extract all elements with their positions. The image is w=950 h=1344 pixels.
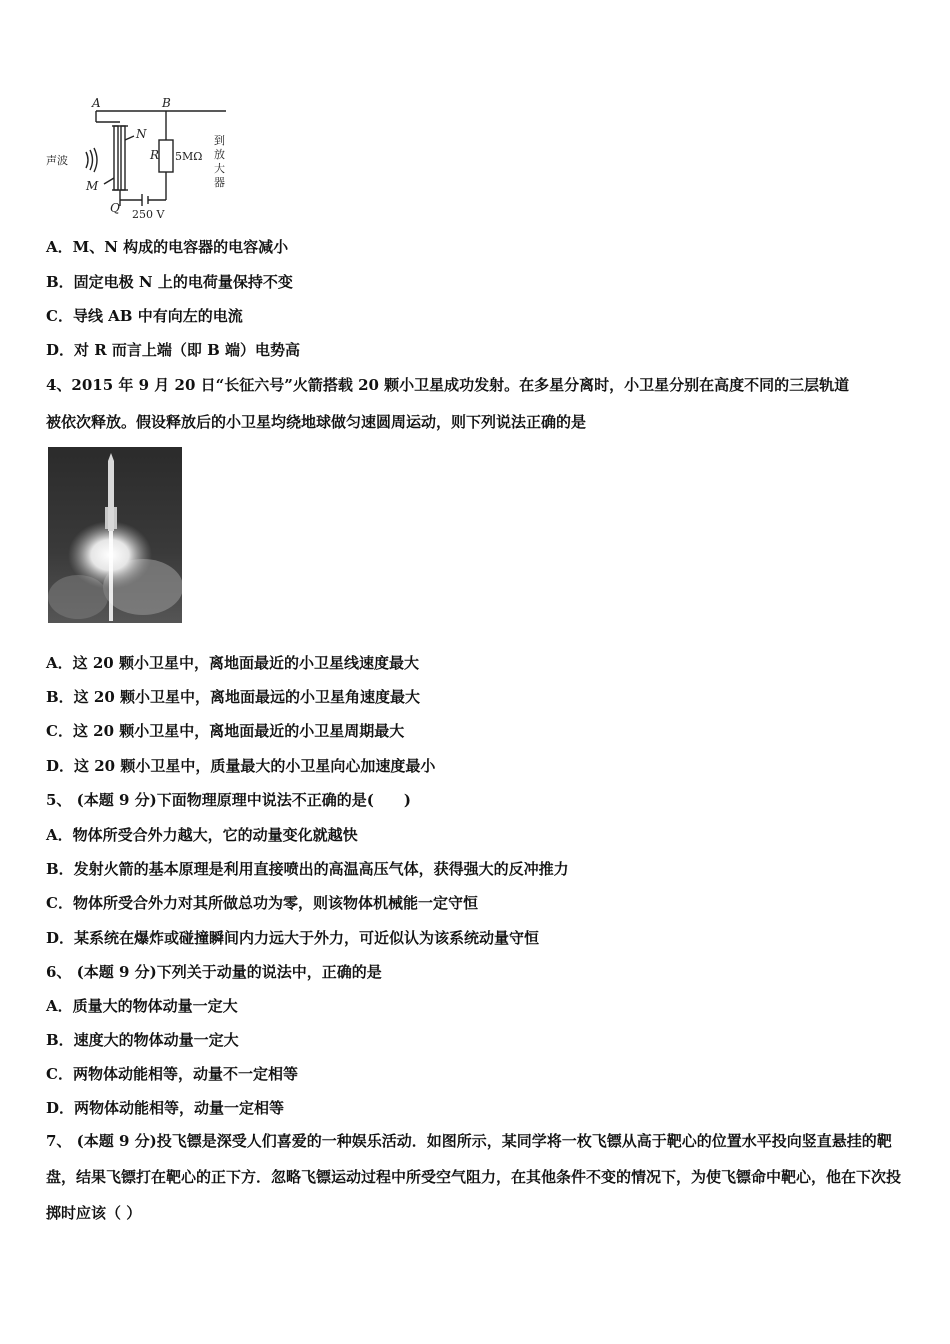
- q3-option-d: D．对 R 而言上端（即 B 端）电势高: [46, 341, 301, 359]
- q5-option-a: A．物体所受合外力越大，它的动量变化就越快: [46, 826, 358, 844]
- amplifier-char-4: 器: [214, 176, 225, 189]
- q5-option-b: B．发射火箭的基本原理是利用直接喷出的高温高压气体，获得强大的反冲推力: [46, 860, 569, 878]
- q4-option-b: B．这 20 颗小卫星中，离地面最远的小卫星角速度最大: [46, 688, 420, 706]
- capacitor-microphone-circuit-figure: [44, 96, 244, 222]
- q3-option-a: A．M、N 构成的电容器的电容减小: [46, 238, 289, 256]
- q7-stem: 7、 (本题 9 分)投飞镖是深受人们喜爱的一种娱乐活动．如图所示，某同学将一枚飞镖从高于靶心的位置水平投向竖直悬挂的靶盘，结果飞镖打在靶心的正下方．忽略飞镖运动过程中所受空气阻力，在其他条件不变的情况下，为使飞镖命中靶心，他在下次投掷时应该（ ）: [46, 1132, 902, 1222]
- label-a: A: [92, 96, 101, 110]
- q6-option-b: B．速度大的物体动量一定大: [46, 1031, 239, 1049]
- sound-wave-label: 声波: [46, 154, 68, 167]
- q3-option-c: C．导线 AB 中有向左的电流: [46, 307, 243, 325]
- q6-option-c: C．两物体动能相等，动量不一定相等: [46, 1065, 298, 1083]
- q3-option-b: B．固定电极 N 上的电荷量保持不变: [46, 273, 293, 291]
- label-q: Q: [110, 201, 120, 215]
- resistor-symbol: [159, 140, 173, 172]
- label-b: B: [162, 96, 171, 110]
- q4-option-c: C．这 20 颗小卫星中，离地面最近的小卫星周期最大: [46, 722, 405, 740]
- rocket-launch-photo: [48, 447, 182, 623]
- q6-option-a: A．质量大的物体动量一定大: [46, 997, 238, 1015]
- amplifier-char-2: 放: [214, 148, 225, 161]
- voltage-label: 250 V: [132, 208, 165, 221]
- q6-stem: 6、 (本题 9 分)下列关于动量的说法中，正确的是: [46, 963, 382, 981]
- q4-stem-line2: 被依次释放。假设释放后的小卫星均绕地球做匀速圆周运动，则下列说法正确的是: [46, 413, 587, 431]
- q4-stem-line1: 4、2015 年 9 月 20 日“长征六号”火箭搭载 20 颗小卫星成功发射。在多星分离时，小卫星分别在高度不同的三层轨道: [46, 376, 850, 394]
- q5-option-d: D．某系统在爆炸或碰撞瞬间内力远大于外力，可近似认为该系统动量守恒: [46, 929, 540, 947]
- label-n: N: [136, 127, 147, 141]
- q4-option-d: D．这 20 颗小卫星中，质量最大的小卫星向心加速度最小: [46, 757, 436, 775]
- q4-option-a: A．这 20 颗小卫星中，离地面最近的小卫星线速度最大: [46, 654, 419, 672]
- q5-stem: 5、 (本题 9 分)下面物理原理中说法不正确的是( ): [46, 791, 411, 809]
- amplifier-char-3: 大: [214, 162, 225, 175]
- label-m: M: [86, 179, 99, 193]
- resistor-value: 5MΩ: [175, 150, 203, 163]
- label-r: R: [150, 148, 160, 162]
- q6-option-d: D．两物体动能相等，动量一定相等: [46, 1099, 285, 1117]
- amplifier-char-1: 到: [214, 134, 225, 147]
- q5-option-c: C．物体所受合外力对其所做总功为零，则该物体机械能一定守恒: [46, 894, 478, 912]
